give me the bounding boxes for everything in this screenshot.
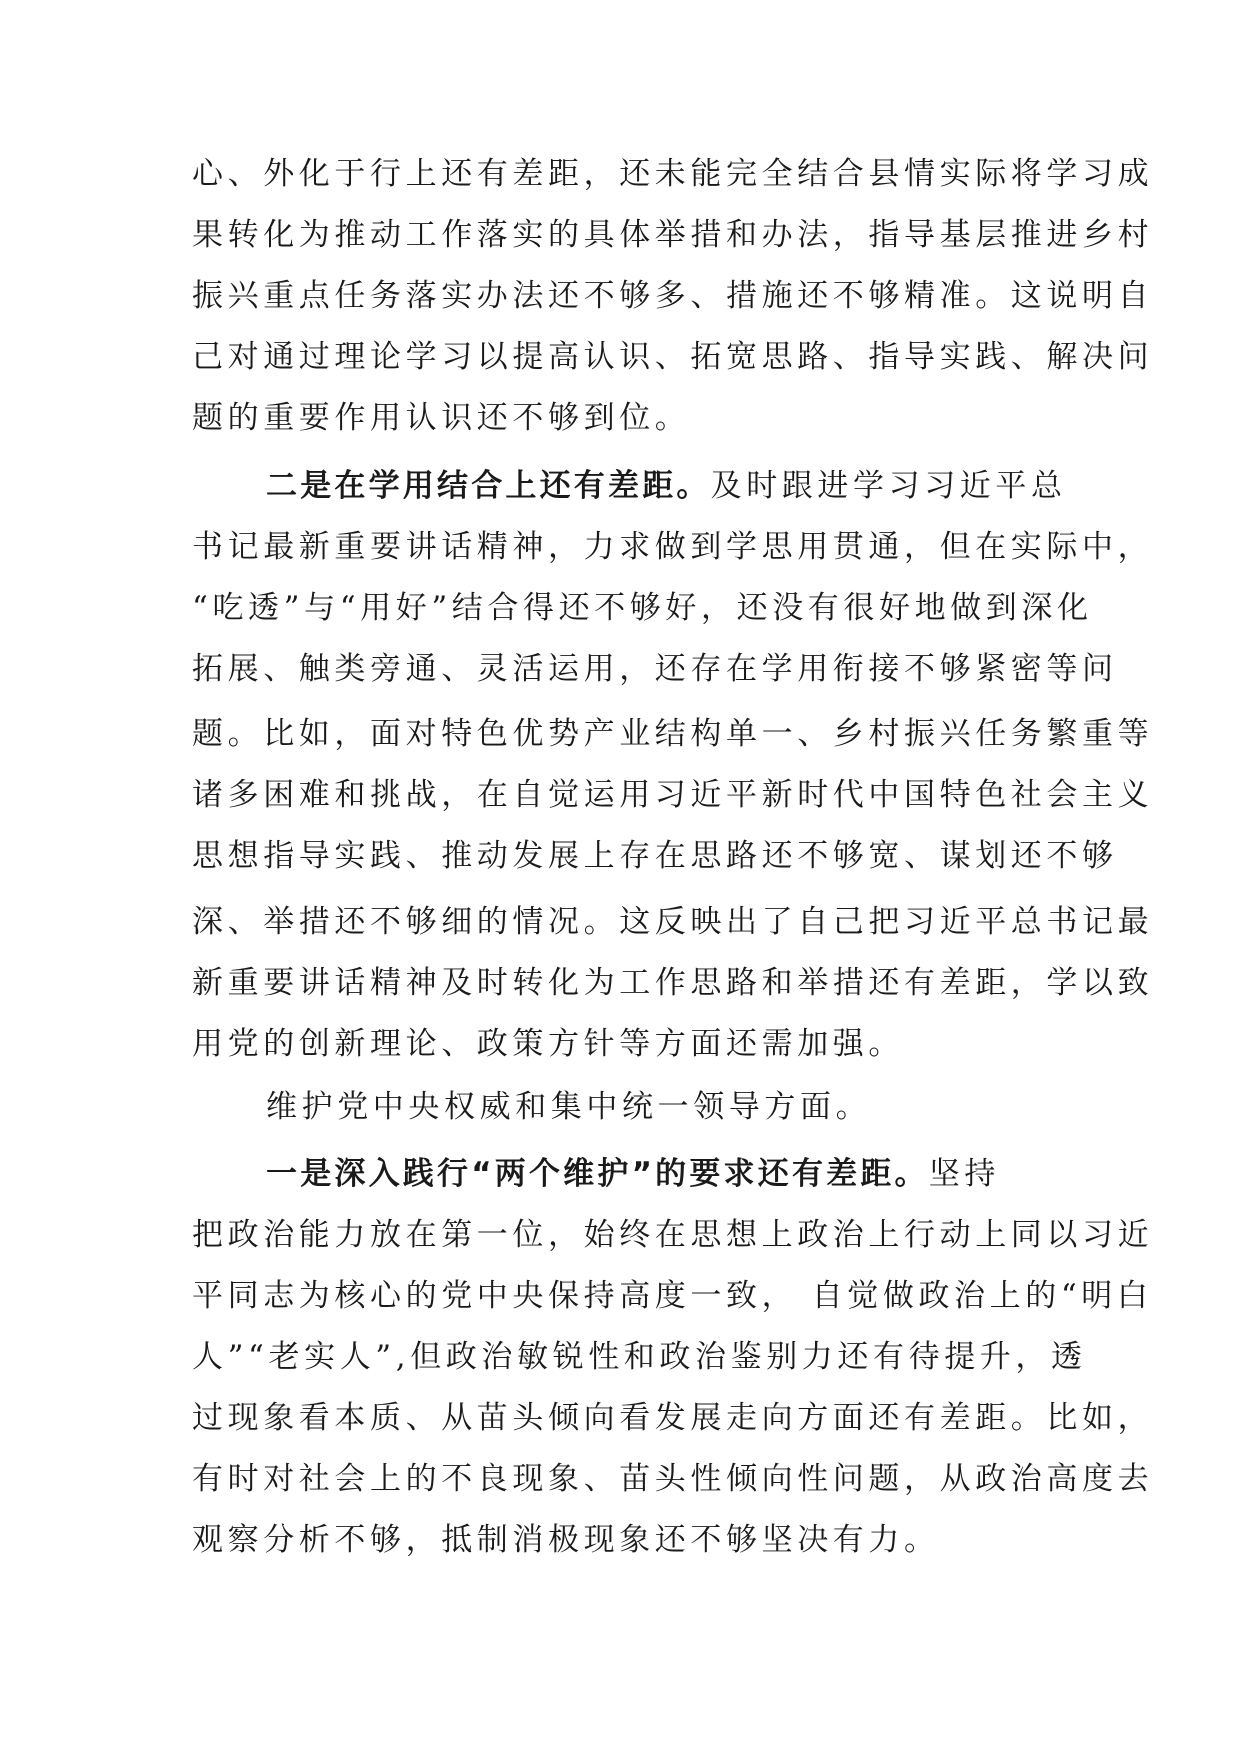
paragraph-line: 把政治能力放在第一位，始终在思想上政治上行动上同以习近 [192,1217,1154,1253]
paragraph-line: 果转化为推动工作落实的具体举措和办法，指导基层推进乡村 [192,217,1154,253]
paragraph-line: 有时对社会上的不良现象、苗头性倾向性问题，从政治高度去 [192,1461,1154,1497]
paragraph-line: 题。比如，面对特色优势产业结构单一、乡村振兴任务繁重等 [192,716,1154,752]
paragraph-line: 维护党中央权威和集中统一领导方面。 [266,1089,872,1125]
paragraph-line: 书记最新重要讲话精神，力求做到学思用贯通，但在实际中， [192,529,1154,565]
paragraph-line: 深、举措还不够细的情况。这反映出了自己把习近平总书记最 [192,904,1154,940]
paragraph-line: 己对通过理论学习以提高认识、拓宽思路、指导实践、解决问 [192,339,1154,375]
paragraph-line: 一是深入践行“两个维护”的要求还有差距。坚持 [266,1156,1000,1192]
paragraph-line: “吃透”与“用好”结合得还不够好，还没有很好地做到深化 [192,590,1093,626]
paragraph-line: 观察分析不够，抵制消极现象还不够坚决有力。 [192,1522,940,1558]
paragraph-line: 过现象看本质、从苗头倾向看发展走向方面还有差距。比如， [192,1400,1154,1436]
paragraph-line: 题的重要作用认识还不够到位。 [192,400,691,436]
paragraph-line: 二是在学用结合上还有差距。及时跟进学习习近平总 [266,468,1067,504]
paragraph-line: 人”“老实人”,但政治敏锐性和政治鉴别力还有待提升，透 [192,1339,1087,1375]
paragraph-line: 思想指导实践、推动发展上存在思路还不够宽、谋划还不够 [192,838,1118,874]
paragraph-line: 新重要讲话精神及时转化为工作思路和举措还有差距，学以致 [192,965,1154,1001]
paragraph-line: 拓展、触类旁通、灵活运用，还存在学用衔接不够紧密等问 [192,651,1118,687]
paragraph-line: 心、外化于行上还有差距，还未能完全结合县情实际将学习成 [192,156,1154,192]
paragraph-line: 平同志为核心的党中央保持高度一致， 自觉做政治上的“明白 [192,1278,1153,1314]
section-heading: 一是深入践行“两个维护”的要求还有差距。 [266,1156,929,1192]
paragraph-line: 用党的创新理论、政策方针等方面还需加强。 [192,1026,904,1062]
section-heading: 二是在学用结合上还有差距。 [266,468,711,504]
paragraph-line: 诸多困难和挑战，在自觉运用习近平新时代中国特色社会主义 [192,777,1154,813]
paragraph-line: 振兴重点任务落实办法还不够多、措施还不够精准。这说明自 [192,278,1154,314]
